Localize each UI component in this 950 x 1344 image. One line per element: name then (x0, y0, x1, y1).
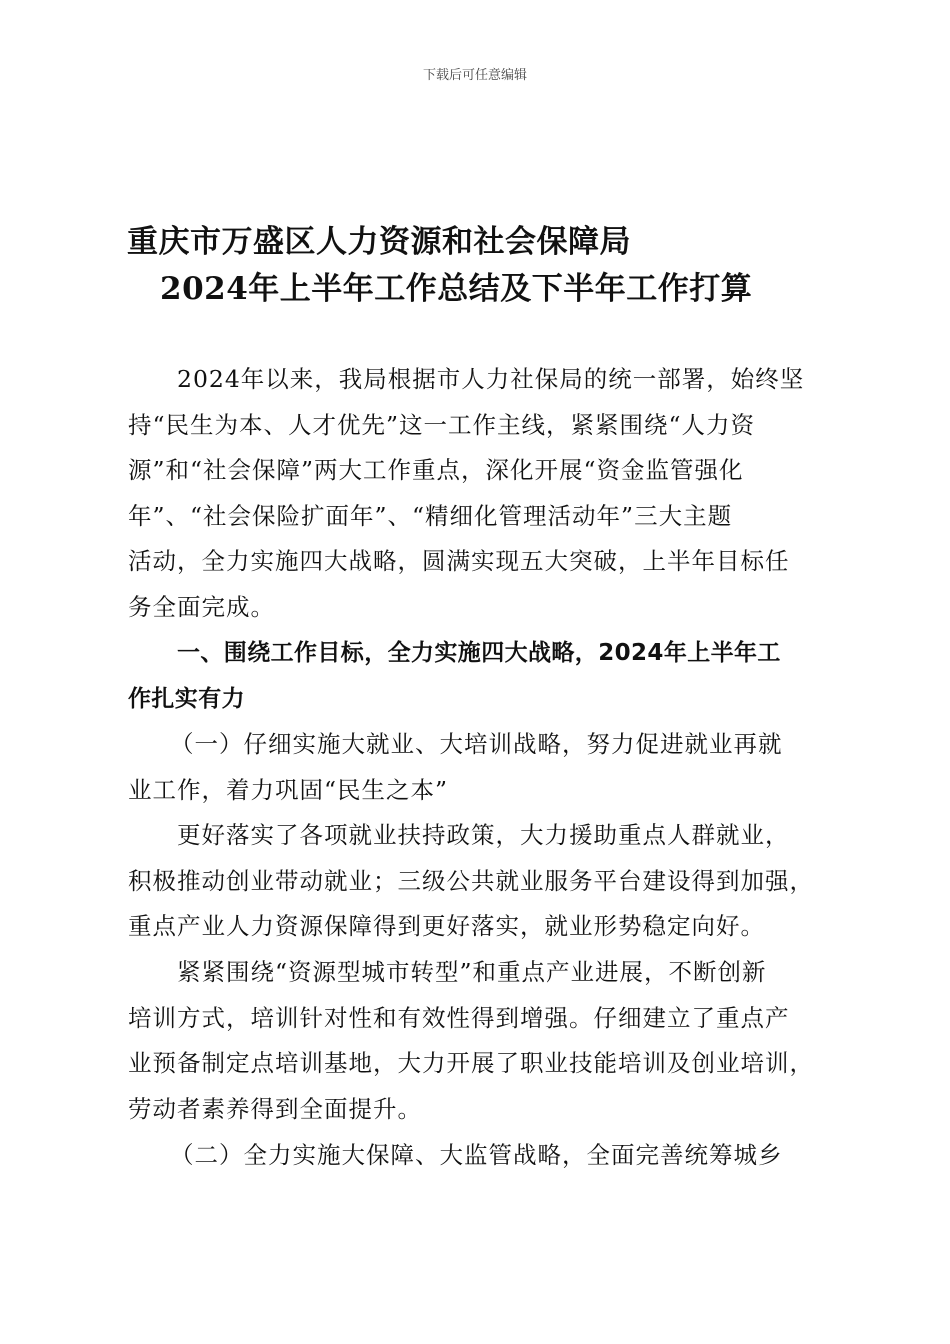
subsection-heading-2 (128, 1133, 828, 1179)
text-line: 培训方式，培训针对性和有效性得到增强。仔细建立了重点产 (128, 1003, 790, 1032)
text-line: 紧紧围绕“资源型城市转型”和重点产业进展，不断创新 (177, 958, 767, 986)
document-title-line-2: 2024年上半年工作总结及下半年工作打算 (160, 271, 753, 307)
text-line: 源”和“社会保障”两大工作重点，深化开展“资金监管强化 (128, 456, 744, 485)
text-line: 积极推动创业带动就业；三级公共就业服务平台建设得到加强， (128, 866, 814, 895)
text-line: （一）仔细实施大就业、大培训战略，努力促进就业再就 (170, 730, 783, 758)
text-line: 持“民生为本、人才优先”这一工作主线，紧紧围绕“人力资 (128, 410, 756, 439)
subsection-heading-1 (128, 722, 828, 813)
text-line: 业预备制定点培训基地，大力开展了职业技能培训及创业培训， (128, 1049, 814, 1078)
training-paragraph (128, 950, 828, 1132)
header-note: 下载后可任意编辑 (422, 68, 527, 83)
text-line: （二）全力实施大保障、大监管战略，全面完善统筹城乡 (170, 1141, 783, 1169)
text-line: 重点产业人力资源保障得到更好落实，就业形势稳定向好。 (128, 912, 765, 941)
text-line: 务全面完成。 (128, 592, 275, 621)
text-line: 业工作，着力巩固“民生之本” (128, 775, 449, 804)
text-line: 一、围绕工作目标，全力实施四大战略，2024年上半年工 (177, 640, 781, 666)
text-line: 活动，全力实施四大战略，圆满实现五大突破，上半年目标任 (128, 547, 790, 576)
text-line: 2024年以来，我局根据市人力社保局的统一部署，始终坚 (177, 365, 805, 393)
intro-paragraph (128, 357, 828, 631)
section-heading-1 (128, 631, 828, 722)
document-title-line-1: 重庆市万盛区人力资源和社会保障局 (127, 224, 631, 260)
text-line: 更好落实了各项就业扶持政策，大力援助重点人群就业， (177, 821, 790, 849)
employment-paragraph (128, 813, 828, 950)
text-line: 作扎实有力 (128, 685, 245, 712)
text-line: 年”、“社会保险扩面年”、“精细化管理活动年”三大主题 (128, 501, 733, 530)
text-line: 劳动者素养得到全面提升。 (128, 1094, 422, 1123)
